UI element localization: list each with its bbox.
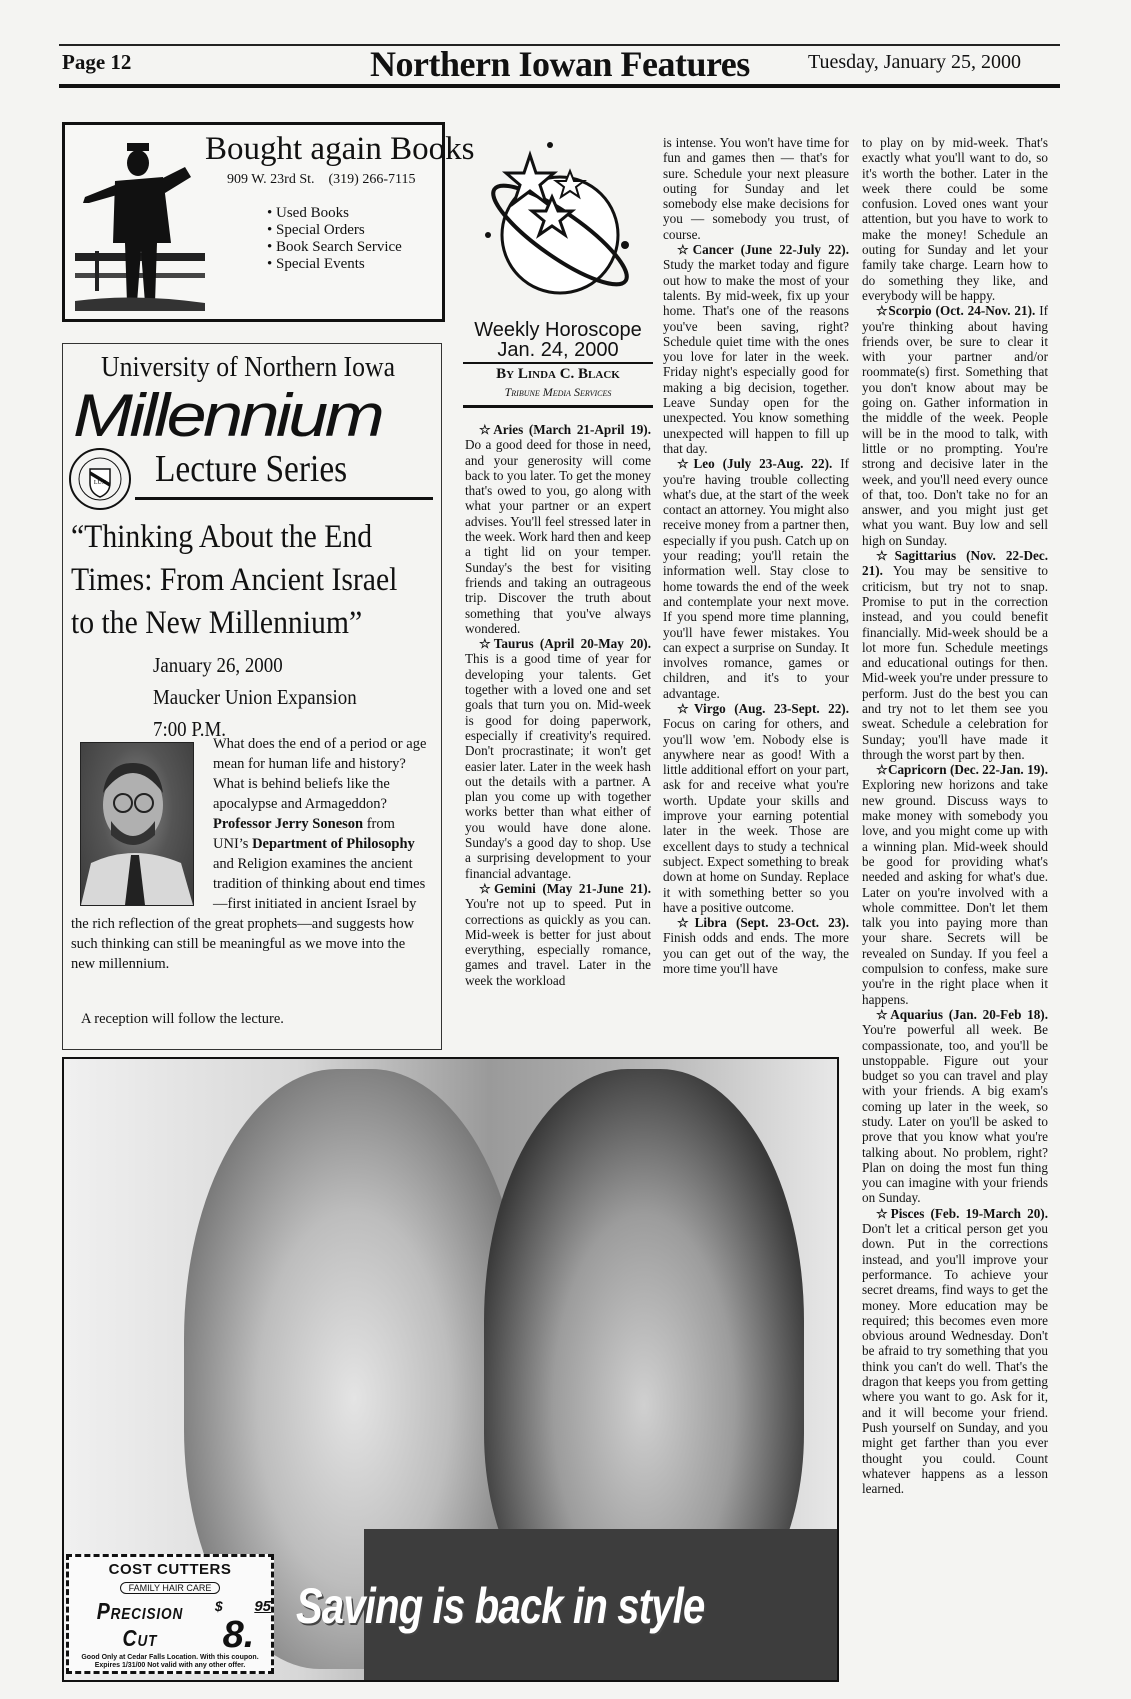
lecture-series-ad — [62, 343, 442, 1050]
lecture-time: 7:00 P.M. — [153, 717, 226, 741]
sign-entry-capricorn: ☆Capricorn (Dec. 22-Jan. 19). Exploring new horizons and take new ground. Discuss ways to make money with somebody you love, and you might come up with a winning plan. Mid-week should be good for providing what's needed and asking for what's due. Later on you're involved with a whole committee. Don't let them talk you into paying more than your share. Secrets will be revealed on Sunday. If you feel a compulsion to confess, make sure you're in the right place when it happens. — [862, 762, 1048, 1007]
bookstore-name: Bought again Books — [205, 131, 475, 167]
salon-ad — [62, 1057, 839, 1682]
page-number: Page 12 — [62, 50, 132, 74]
price-cents: 95 — [254, 1598, 271, 1615]
lecture-title-line: to the New Millennium” — [71, 605, 363, 641]
horoscope-column-1 — [465, 422, 651, 988]
traveler-illustration-icon — [75, 133, 205, 311]
sign-entry-aquarius: ☆Aquarius (Jan. 20-Feb 18). You're powerful all week. Be compassionate, too, and you'll be unstoppable. Figure out your budget so you can travel and play with your friends. A big exam's coming up later in the week, so study. Later on you'll be asked to prove that you know what you're talking about. No problem, right? Plan on doing the most fun thing you can imagine with your friends on Sunday. — [862, 1006, 1048, 1206]
bookstore-address: 909 W. 23rd St. — [227, 172, 315, 187]
series-label: Lecture Series — [155, 448, 348, 490]
lecture-title — [71, 516, 397, 645]
series-name: Millennium — [73, 382, 382, 449]
lecture-date: January 26, 2000 — [153, 653, 283, 677]
salon-brand: COST CUTTERS — [108, 1561, 232, 1578]
coupon-offer — [69, 1598, 271, 1656]
coupon-fine-print: Good Only at Cedar Falls Location. With this coupon. Expires 1/31/00 Not valid with any other offer. — [81, 1654, 259, 1669]
lecture-location: Maucker Union Expansion — [153, 685, 357, 709]
horoscope-date: Jan. 24, 2000 — [497, 339, 619, 361]
sign-entry-aries: ☆Aries (March 21-April 19). Do a good deed for those in need, and your generosity will come back to you later. To get the money that's owed to you, go along with what your partner or an expert advises. You'll feel stressed later in the week. Work hard then and keep a tight lid on your temper. Sunday's the best for visiting friends and taking an outrageous trip. Discover the truth about something that you've always wondered. — [465, 422, 651, 636]
lecture-description: What does the end of a period or age mean for human life and history? What is behind beliefs like the apocalypse and Armageddon? Professor Jerry Soneson from UNI’s Department of Philosophy and Religion examines the ancient tradition of thinking about end times—first initiated in ancient Israel by the rich reflection of the great prophets—and suggests how such thinking can still be meaningful as we move into the new millennium. — [71, 736, 427, 972]
sign-entry-gemini-cont: is intense. You won't have time for fun and games then — that's for sure. Schedule your next pleasure outing for Sunday and let somebody else make decisions for you — somebody you trust, of course. — [663, 135, 849, 242]
sign-entry-sagittarius: ☆Sagittarius (Nov. 22-Dec. 21). You may be sensitive to criticism, but try not to snap. Promise to put in the correction instead, and you could benefit financially. Mid-week should be a lot more fun. Schedule meetings and educational outings for then. Mid-week you're under pressure to perform. Just do the best you can and try not to let them see you sweat. Schedule a celebration for Sunday; you'll have made it through the worst part by then. — [862, 548, 1048, 762]
university-name: University of Northern Iowa — [101, 352, 396, 383]
service-item: • Special Orders — [267, 222, 402, 239]
offer-label: Precision Cut — [96, 1598, 184, 1651]
price-dollars: 8. — [222, 1614, 255, 1656]
svg-text:LUX: LUX — [93, 480, 107, 486]
department-name: Department of Philosophy — [252, 836, 415, 852]
lecture-title-line: Times: From Ancient Israel — [71, 562, 398, 598]
portrait-icon — [81, 743, 193, 905]
speaker-photo — [80, 742, 194, 906]
planet-stars-icon — [470, 135, 640, 315]
coupon[interactable] — [66, 1554, 274, 1674]
bookstore-ad — [62, 122, 475, 322]
sign-entry-libra: ☆Libra (Sept. 23-Oct. 23). Finish odds and ends. The more you can get out of the way, the more time you'll have — [663, 915, 849, 977]
sign-entry-gemini: ☆Gemini (May 21-June 21). You're not up to speed. Put in corrections as quickly as you can. Mid-week is better for just about everything, especially romance, games and travel. Later in the week the workload — [465, 880, 651, 988]
horoscope-column-3 — [862, 135, 1048, 1496]
lecture-details — [153, 649, 357, 745]
horoscope-byline: By Linda C. Black — [496, 366, 620, 382]
sign-entry-taurus: ☆Taurus (April 20-May 20). This is a good time of year for developing your talents. Get together with a loved one and set goals that turn you on. Mid-week is good for doing paperwork, especially if creativity's required. Don't procrastinate; it won't get easier later. Later in the week hash out the details with a partner. A plan you come up with together works better than what either of you would have done alone. Sunday's a good day to shop. Use a surprising development to your financial advantage. — [465, 636, 651, 881]
section-title: Northern Iowan Features — [370, 44, 750, 84]
lecture-title-line: “Thinking About the End — [71, 519, 373, 555]
horoscope-rule — [463, 405, 653, 408]
horoscope-title: Weekly Horoscope Jan. 24, 2000 — [463, 320, 653, 360]
service-item: • Used Books — [267, 205, 402, 222]
currency-symbol: $ — [214, 1598, 223, 1614]
bookstore-contact — [227, 172, 415, 188]
speaker-name: Professor Jerry Soneson — [213, 816, 364, 832]
masthead-bottom-rule — [59, 84, 1060, 88]
sign-entry-leo: ☆Leo (July 23-Aug. 22). If you're having trouble collecting what's due, at the start of the week contact an attorney. You might also receive money from a partner then, especially if you push. Catch up on your reading; you'll retain the information well. Stay close to home towards the end of the week and contemplate your next move. If you spend more time planning, you'll have fewer mistakes. You can expect a surprise on Sunday. It involves romance, games or children, and it's to your advantage. — [663, 456, 849, 701]
sign-entry-virgo: ☆Virgo (Aug. 23-Sept. 22). Focus on caring for others, and you'll wow 'em. Nobody else is anywhere near as good! With a little additional effort on your part, ask for and receive what you're worth. Update your skills and improve your earning potential later in the week. Those are excellent days to study a technical subject. Expect something to break down at home on Sunday. Replace it with something better so you have a positive outcome. — [663, 700, 849, 915]
reception-note: A reception will follow the lecture. — [81, 1011, 284, 1027]
service-item: • Special Events — [267, 256, 402, 273]
horoscope-column-2 — [663, 135, 849, 976]
issue-date: Tuesday, January 25, 2000 — [808, 51, 1021, 73]
salon-subbrand: FAMILY HAIR CARE — [120, 1582, 221, 1594]
bookstore-services — [267, 205, 402, 273]
university-seal-icon — [68, 447, 132, 511]
series-rule — [135, 497, 433, 500]
horoscope-service: Tribune Media Services — [504, 385, 612, 399]
sign-entry-pisces: ☆Pisces (Feb. 19-March 20). Don't let a critical person get you down. Put in the corrections instead, and you'll improve your performance. To achieve your secret dreams, find ways to get the money. More education may be required; this becomes even more obvious around Wednesday. Don't be afraid to try something that you think you can't do well. That's the dragon that keeps you from getting where you want to go. Ask for it, and it will become your friend. Push yourself on Sunday, and you might get farther than you ever thought you could. Count whatever happens as a lesson learned. — [862, 1205, 1048, 1497]
ad-slogan: Saving is back in style — [296, 1578, 705, 1634]
sign-entry-scorpio: ☆Scorpio (Oct. 24-Nov. 21). If you're thinking about having friends over, be sure to clear it with your partner and/or roommate(s) first. Something that you don't know about may be going on. Gather information in the middle of the week. People will be in the mood to talk, with little or no prompting. You're strong and decisive later in the week, and you'll need every ounce of that, too. Don't take no for an answer, and you might just get what you want. Buy low and sell high on Sunday. — [862, 303, 1048, 548]
horoscope-rule — [463, 362, 653, 364]
sign-entry-cancer: ☆Cancer (June 22-July 22). Study the market today and figure out how to make the most of your talents. By mid-week, fix up your home. That's one of the reasons you've been saving, right? Schedule quiet time with the ones you love for later in the week. Friday night's especially good for making a big decision, together. Leave Sunday open for the unexpected. You know something unexpected will happen to fill up that day. — [663, 242, 849, 456]
bookstore-phone: (319) 266-7115 — [328, 172, 416, 187]
sign-entry-libra-cont: to play on by mid-week. That's exactly what you'll want to do, so it's worth the bother. Later in the week there could be some confusion. Loved ones want your attention, but you have to work to make the money! Schedule an outing for Sunday and let your family take charge. Learn how to do something they like, and everybody will be happy. — [862, 135, 1048, 303]
service-item: • Book Search Service — [267, 239, 402, 256]
